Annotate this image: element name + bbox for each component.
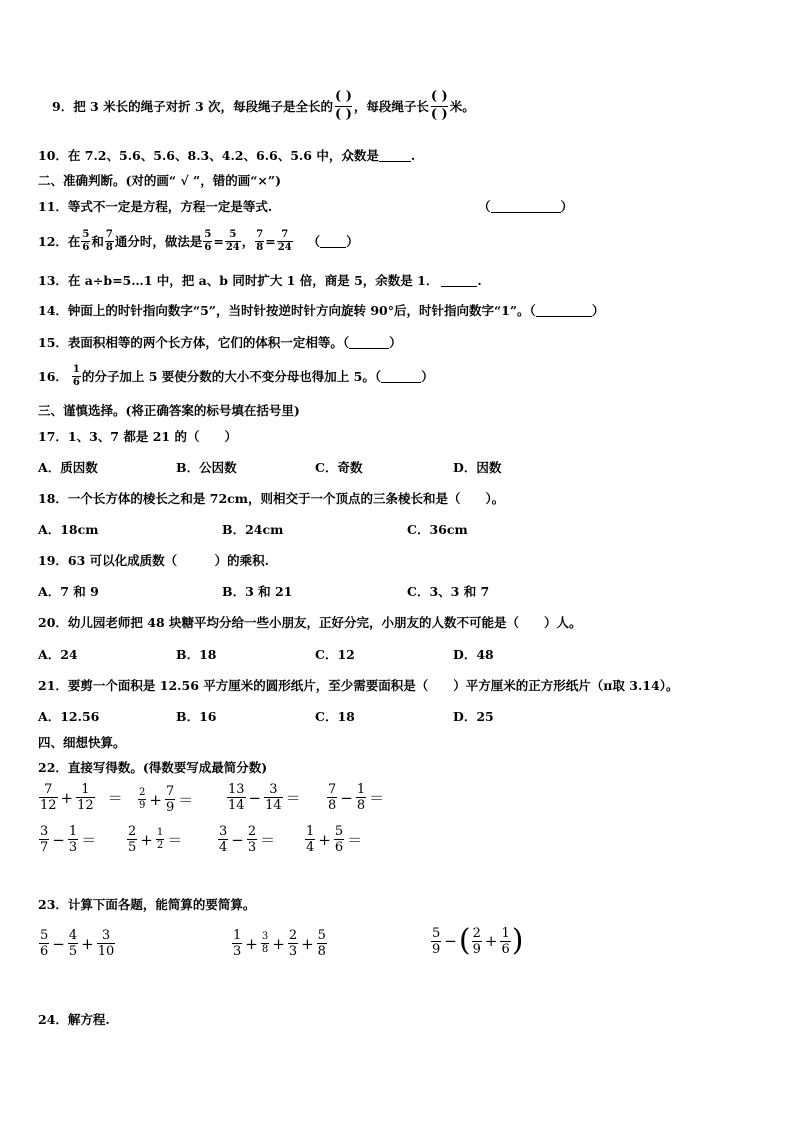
question-number: 16． <box>38 369 68 384</box>
options-17 <box>38 458 774 474</box>
question-23 <box>38 895 774 913</box>
option-c[interactable]: C．奇数 <box>315 460 363 475</box>
calc-item: $\frac{2}{9}$ + $\frac{7}{9}$ ＝ <box>139 784 194 815</box>
question-14: 14． 钟面上的时针指向数字“5”，当时针按逆时针方向旋转 90°后，时针指向数字“1”。（ ） <box>38 303 605 318</box>
question-24 <box>38 1010 774 1028</box>
question-text: 在 a÷b=5…1 中，把 a、b 同时扩大 1 倍，商是 5，余数是 1． <box>67 273 439 288</box>
question-stem: 20．幼儿园老师把 48 块糖平均分给一些小朋友，正好分完，小朋友的人数不可能是（ ）人。 <box>38 615 582 630</box>
calc-item: $\frac{7}{12}$ + $\frac{1}{12}$ ＝ <box>40 782 123 813</box>
fraction: $\frac{7}{8}$ <box>105 228 113 253</box>
answer-paren[interactable]: （ ） <box>478 199 574 214</box>
answer-fraction-blank[interactable]: ( ) ( ) <box>335 89 352 122</box>
question-11 <box>38 197 774 215</box>
fraction: $\frac{7}{24}$ <box>277 228 292 253</box>
section-3-title: 三、谨慎选择。(将正确答案的标号填在括号里) <box>38 403 300 418</box>
question-number: 9． <box>52 99 74 114</box>
option-a[interactable]: A．18cm <box>38 522 99 537</box>
calc-item: $\frac{2}{5}$ + $\frac{1}{2}$ ＝ <box>128 824 183 855</box>
calc-item: $\frac{13}{14}$ − $\frac{3}{14}$ ＝ <box>228 782 301 813</box>
question-21 <box>38 676 774 694</box>
question-16: 16． $\frac{1}{6}$ 的分子加上 5 要使分数的大小不变分母也得加上 5。（ ） <box>38 363 434 388</box>
fraction: $\frac{5}{24}$ <box>225 228 240 253</box>
answer-paren[interactable]: （ ） <box>307 234 359 249</box>
question-9 <box>52 86 774 126</box>
question-stem: 17．1、3、7 都是 21 的（ ） <box>38 429 237 444</box>
question-number: 15． <box>38 335 68 350</box>
question-stem: 21．要剪一个面积是 12.56 平方厘米的圆形纸片，至少需要面积是（ ）平方厘米的正方形纸片（π取 3.14）。 <box>38 678 679 693</box>
calc-item: $\frac{7}{8}$ − $\frac{1}{8}$ ＝ <box>328 782 385 813</box>
question-stem: 19．63 可以化成质数（ ）的乘积. <box>38 553 269 568</box>
answer-blank[interactable] <box>381 370 421 383</box>
section-2-title: 二、准确判断。(对的画“ √ ”，错的画“×”) <box>38 173 281 188</box>
calc-item: $\frac{1}{3}$ + $\frac{3}{8}$ + $\frac{2}{3}$ + $\frac{5}{8}$ <box>233 928 326 959</box>
question-text: 表面积相等的两个长方体，它们的体积一定相等。（ <box>67 335 350 350</box>
option-a[interactable]: A．质因数 <box>38 460 98 475</box>
question-13: 13． 在 a÷b=5…1 中，把 a、b 同时扩大 1 倍，商是 5，余数是 1． . <box>38 272 482 288</box>
question-text: ，每段绳子长 <box>353 99 429 114</box>
question-text: 米。 <box>449 99 475 114</box>
fraction: $\frac{5}{6}$ <box>204 228 212 253</box>
option-b[interactable]: B．24cm <box>222 522 284 537</box>
option-a[interactable]: A．24 <box>38 647 78 662</box>
question-15: 15． 表面积相等的两个长方体，它们的体积一定相等。（ ） <box>38 335 402 350</box>
answer-blank[interactable] <box>536 304 592 317</box>
answer-blank[interactable] <box>349 336 389 349</box>
question-12: 12． 在 $\frac{5}{6}$ 和 $\frac{7}{8}$ 通分时，做法是 $\frac{5}{6}$ = $\frac{5}{24}$ ， $\frac{7}{8}$ = $\frac{7}{24}$ （ ） <box>38 228 359 253</box>
question-text: 钟面上的时针指向数字“5”，当时针按逆时针方向旋转 90°后，时针指向数字“1”。（ <box>67 303 536 318</box>
question-10: 10． 在 7.2、5.6、5.6、8.3、4.2、6.6、5.6 中，众数是 . <box>38 147 416 163</box>
calc-item: $\frac{3}{4}$ − $\frac{2}{3}$ ＝ <box>219 824 276 855</box>
calc-item: $\frac{5}{9}$ − ( $\frac{2}{9}$ + $\frac{1}{6}$ ) <box>432 923 524 958</box>
option-a[interactable]: A．12.56 <box>38 709 100 724</box>
question-22 <box>38 758 774 776</box>
question-number: 12． <box>38 234 68 249</box>
fraction: $\frac{1}{6}$ <box>72 363 80 388</box>
answer-blank[interactable] <box>379 149 411 162</box>
options-20 <box>38 645 774 661</box>
answer-fraction-blank[interactable]: ( ) ( ) <box>430 89 448 122</box>
answer-blank[interactable] <box>441 274 477 287</box>
question-text: 的分子加上 5 要使分数的大小不变分母也得加上 5。（ <box>81 369 382 384</box>
fraction: $\frac{5}{6}$ <box>82 228 90 253</box>
option-a[interactable]: A．7 和 9 <box>38 584 99 599</box>
option-d[interactable]: D．48 <box>453 647 494 662</box>
options-21 <box>38 707 774 723</box>
option-b[interactable]: B．16 <box>176 709 217 724</box>
question-19 <box>38 551 774 569</box>
calc-item: $\frac{3}{7}$ − $\frac{1}{3}$ ＝ <box>40 824 97 855</box>
question-text: 把 3 米长的绳子对折 3 次，每段绳子是全长的 <box>73 99 334 114</box>
question-stem: 24．解方程. <box>38 1012 110 1027</box>
option-c[interactable]: C．18 <box>315 709 355 724</box>
question-text: 在 7.2、5.6、5.6、8.3、4.2、6.6、5.6 中，众数是 <box>67 148 379 163</box>
options-19 <box>38 582 774 598</box>
question-stem: 18．一个长方体的棱长之和是 72cm，则相交于一个顶点的三条棱长和是（ ）。 <box>38 491 505 506</box>
question-stem: 22．直接写得数。(得数要写成最简分数) <box>38 760 268 775</box>
option-b[interactable]: B．3 和 21 <box>222 584 293 599</box>
question-text: 等式不一定是方程，方程一定是等式. <box>67 199 273 214</box>
calc-item: $\frac{5}{6}$ − $\frac{4}{5}$ + $\frac{3}{10}$ <box>40 928 115 959</box>
question-number: 13． <box>38 273 68 288</box>
calc-item: $\frac{1}{4}$ + $\frac{5}{6}$ ＝ <box>306 824 363 855</box>
option-b[interactable]: B．18 <box>176 647 217 662</box>
question-number: 14． <box>38 303 68 318</box>
option-c[interactable]: C．36cm <box>407 522 468 537</box>
option-b[interactable]: B．公因数 <box>176 460 237 475</box>
option-c[interactable]: C．3、3 和 7 <box>407 584 490 599</box>
question-18 <box>38 489 774 507</box>
fraction: $\frac{7}{8}$ <box>256 228 264 253</box>
option-d[interactable]: D．25 <box>453 709 494 724</box>
option-d[interactable]: D．因数 <box>453 460 502 475</box>
section-4-title: 四、细想快算。 <box>38 735 126 750</box>
question-20 <box>38 613 774 631</box>
question-stem: 23．计算下面各题，能简算的要简算。 <box>38 897 256 912</box>
options-18 <box>38 520 774 536</box>
question-number: 10． <box>38 148 68 163</box>
question-number: 11． <box>38 199 68 214</box>
question-17 <box>38 427 774 445</box>
option-c[interactable]: C．12 <box>315 647 355 662</box>
